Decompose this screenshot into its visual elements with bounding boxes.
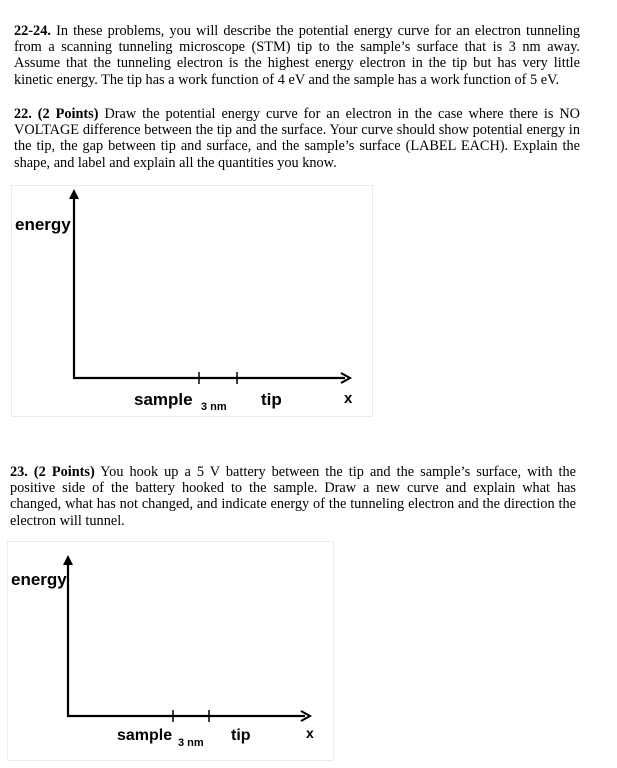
figure-22-gap-label: 3 nm	[201, 401, 227, 413]
figure-22-sample-label: sample	[134, 390, 193, 409]
figure-23-sample-label: sample	[117, 727, 173, 744]
figure-23-axes	[7, 541, 334, 761]
figure-23-energy-label: energy	[11, 570, 67, 589]
figure-22-axes	[11, 185, 373, 417]
question-22	[14, 106, 580, 171]
q22-text: Draw the potential energy curve for an electron in the case where there is NO VOLTAGE difference between the tip and the surface. Your curve should show potential energy in the tip, the gap between tip and surface, and the sample’s surface (LABEL EACH). Explain the shape, and label and explain all the quantities you know.	[14, 106, 580, 171]
figure-23-x-label: x	[306, 725, 314, 741]
intro-text: In these problems, you will describe the potential energy curve for an electron tunneling from a scanning tunneling microscope (STM) tip to the sample’s surface that is 3 nm away. Assume that the tunneling electron is the highest energy electron in the tip but has very little kinetic energy. The tip has a work function of 4 eV and the sample has a work function of 5 eV.	[14, 23, 581, 88]
q22-number-points: 22. (2 Points)	[14, 106, 99, 122]
figure-22-tip-label: tip	[261, 390, 282, 409]
figure-22-x-label: x	[344, 390, 353, 407]
q23-text: You hook up a 5 V battery between the tip and the sample’s surface, with the positive side of the battery hooked to the sample. Draw a new curve and explain what has changed, what has not changed, and indicate energy of the tunneling electron and the direction the electron will tunnel.	[10, 464, 577, 529]
question-23	[10, 464, 576, 529]
figure-23-tip-label: tip	[231, 727, 251, 744]
q23-number-points: 23. (2 Points)	[10, 464, 95, 480]
figure-23-gap-label: 3 nm	[178, 737, 204, 749]
figure-23-energy-arrowhead	[63, 555, 73, 565]
figure-22-energy-arrowhead	[69, 189, 79, 199]
intro-paragraph	[14, 23, 580, 88]
figure-22-energy-label: energy	[15, 215, 71, 234]
intro-number: 22-24.	[14, 23, 51, 39]
